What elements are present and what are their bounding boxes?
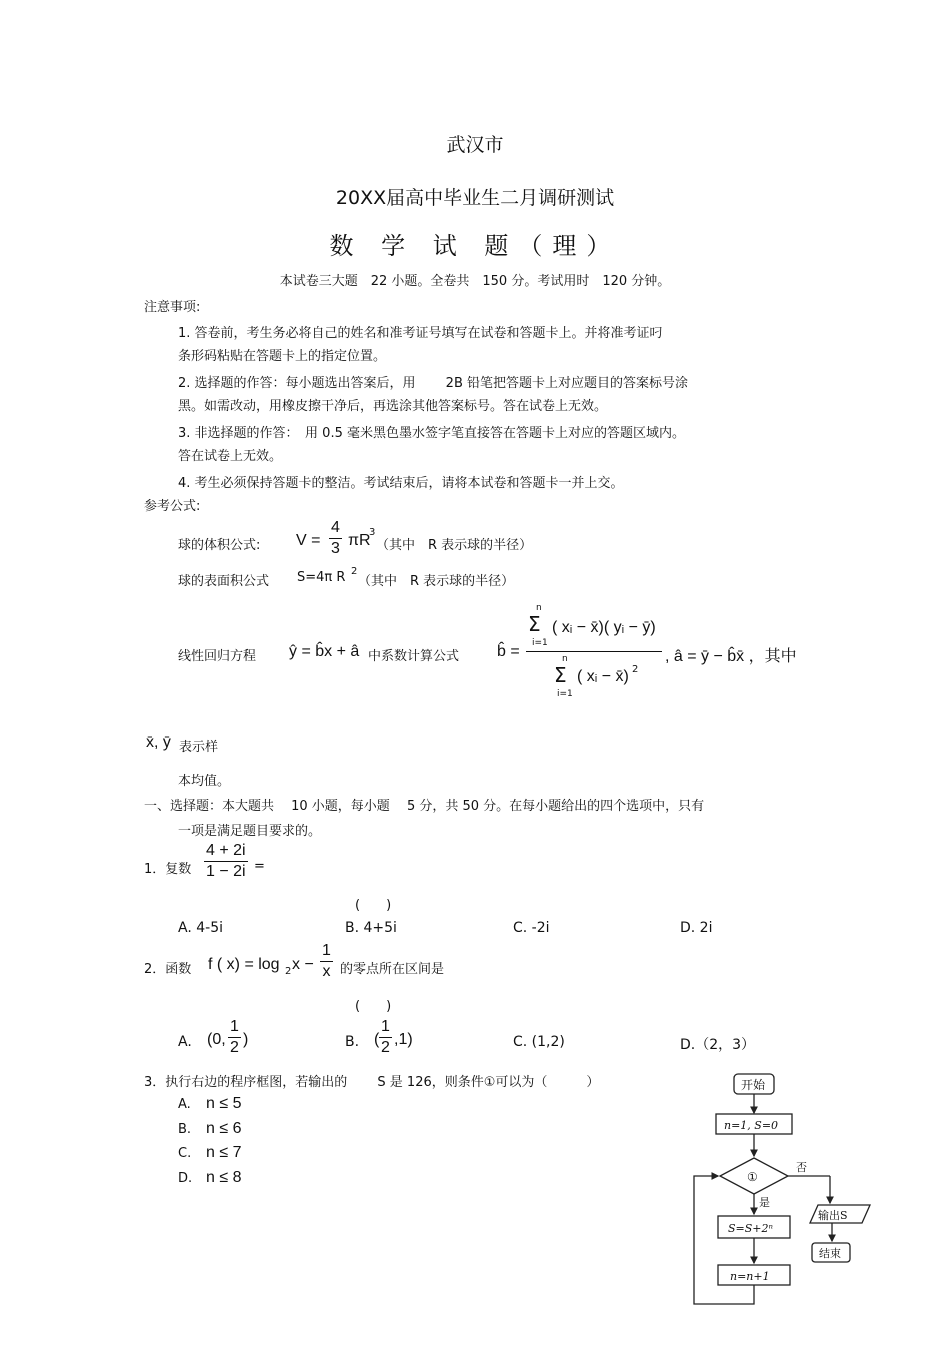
regression-equation: ŷ = b̂x + â <box>289 643 360 660</box>
fraction-denominator: 1 − 2i <box>206 863 246 880</box>
q2-option-b-pre: ( <box>374 1031 380 1048</box>
section1-title: 一、选择题：本大题共 10 小题，每小题 5 分，共 50 分。在每小题给出的四个选项中，只有 <box>144 799 705 814</box>
sphere-volume-note: （其中 R 表示球的半径） <box>376 538 533 553</box>
denominator-exponent: 2 <box>632 664 639 675</box>
fraction-denominator: 3 <box>331 540 340 557</box>
note-3-line1: 3. 非选择题的作答： 用 0.5 毫米黑色墨水签字笔直接答在答题卡上对应的答题区域内。 <box>178 426 685 441</box>
note-3-line2: 答在试卷上无效。 <box>178 449 283 464</box>
numerator-sum-symbol: Σ <box>528 612 541 636</box>
q3-option-d-label: D. <box>178 1171 193 1186</box>
flow-no-label: 否 <box>796 1161 807 1174</box>
q3-text: 3．执行右边的程序框图，若输出的 S 是 126，则条件①可以为（ ） <box>144 1075 600 1090</box>
note-2-line2: 黑。如需改动，用橡皮擦干净后，再选涂其他答案标号。答在试卷上无效。 <box>178 399 608 414</box>
q3-option-a-label: A. <box>178 1097 191 1112</box>
flow-init-label: n=1, S=0 <box>724 1119 779 1132</box>
q1-option-a: A. 4-5i <box>178 920 223 936</box>
mean-text: 本均值。 <box>178 774 231 789</box>
q1-fraction <box>204 842 248 881</box>
q2-option-d: D.（2，3） <box>680 1037 756 1053</box>
q3-option-c-label: C. <box>178 1146 192 1161</box>
sphere-volume-exponent: 3 <box>369 527 376 538</box>
sphere-volume-label: 球的体积公式: <box>178 538 261 553</box>
city-title: 武汉市 <box>446 134 504 156</box>
a-hat-formula: , â = ȳ − b̂x̄ ，其中 <box>665 648 797 665</box>
regression-mid-text: 中系数计算公式 <box>368 649 460 664</box>
xy-text: 表示样 <box>179 740 219 755</box>
denominator-sum-top: n <box>562 654 568 664</box>
fraction-numerator: 4 <box>329 519 342 539</box>
q1-option-b: B. 4+5i <box>345 920 397 936</box>
sphere-volume-lhs: V = <box>296 532 321 549</box>
fraction-denominator: 2 <box>381 1039 390 1056</box>
note-1-line1: 1. 答卷前，考生务必将自己的姓名和准考证号填写在试卷和答题卡上。并将准考证叼 <box>178 326 663 341</box>
fraction-denominator: 2 <box>230 1039 239 1056</box>
numerator-sum-top: n <box>536 603 542 613</box>
note-1-line2: 条形码粘贴在答题卡上的指定位置。 <box>178 349 387 364</box>
fraction-numerator: 1 <box>228 1018 241 1038</box>
regression-label: 线性回归方程 <box>178 649 257 664</box>
fraction-bar <box>526 651 662 652</box>
q2-option-a-post: ) <box>243 1031 249 1048</box>
regression-numerator: ( xᵢ − x̄)( yᵢ − ȳ) <box>552 619 656 636</box>
q2-answer-paren: ( ) <box>355 999 392 1014</box>
q3-option-d-expr: n ≤ 8 <box>206 1169 242 1186</box>
q2-option-a-pre: (0, <box>207 1031 226 1048</box>
sphere-volume-rhs: πR <box>348 532 371 549</box>
flow-start-label: 开始 <box>741 1078 766 1092</box>
flow-end-label: 结束 <box>819 1247 841 1260</box>
q3-option-b-expr: n ≤ 6 <box>206 1120 242 1137</box>
sphere-area-note: （其中 R 表示球的半径） <box>358 574 515 589</box>
flow-update-s-label: S=S+2ⁿ <box>728 1222 773 1235</box>
q2-log-base: 2 <box>285 966 292 977</box>
b-hat-lhs: b̂ = <box>497 643 520 660</box>
exam-title: 20XX届高中毕业生二月调研测试 <box>335 187 615 209</box>
q2-option-c: C. (1,2) <box>513 1034 565 1050</box>
q1-option-c: C. -2i <box>513 920 550 936</box>
fraction-numerator: 4 + 2i <box>204 842 248 862</box>
notes-title: 注意事项: <box>144 300 201 315</box>
q1-option-d: D. 2i <box>680 920 713 936</box>
regression-denominator: ( xᵢ − x̄) <box>577 668 629 685</box>
flow-update-n-label: n=n+1 <box>730 1270 770 1283</box>
q2-option-b-fraction <box>379 1018 392 1057</box>
q2-option-a-label: A. <box>178 1034 192 1050</box>
sphere-area-expr: S=4π R <box>297 570 346 585</box>
flow-condition-label: ① <box>747 1170 758 1184</box>
exam-intro: 本试卷三大题 22 小题。全卷共 150 分。考试用时 120 分钟。 <box>279 274 671 289</box>
q1-equals: = <box>254 859 265 874</box>
flow-yes-label: 是 <box>759 1196 770 1209</box>
denominator-sum-bottom: i=1 <box>557 689 573 699</box>
note-4-line1: 4. 考生必须保持答题卡的整洁。考试结束后，请将本试卷和答题卡一并上交。 <box>178 476 624 491</box>
denominator-sum-symbol: Σ <box>554 663 567 687</box>
q3-option-c-expr: n ≤ 7 <box>206 1144 242 1161</box>
xy-bar: x̄, ȳ <box>146 734 171 751</box>
flow-output-label: 输出S <box>818 1209 848 1222</box>
sphere-area-exponent: 2 <box>351 566 358 577</box>
q2-fraction <box>320 942 333 981</box>
note-2-line1: 2. 选择题的作答：每小题选出答案后，用 2B 铅笔把答题卡上对应题目的答案标号涂 <box>178 376 688 391</box>
q2-tail-text: 的零点所在区间是 <box>340 962 445 977</box>
q3-option-b-label: B. <box>178 1122 192 1137</box>
q2-option-a-fraction <box>228 1018 241 1057</box>
fraction-numerator: 1 <box>320 942 333 962</box>
q1-answer-paren: ( ) <box>355 898 392 913</box>
sphere-area-label: 球的表面积公式 <box>178 574 270 589</box>
program-flowchart <box>680 1068 880 1313</box>
q2-expression-tail: x − <box>292 956 314 973</box>
q2-label: 2．函数 <box>144 962 192 977</box>
numerator-sum-bottom: i=1 <box>532 638 548 648</box>
q3-option-a-expr: n ≤ 5 <box>206 1095 242 1112</box>
fraction-denominator: x <box>322 963 331 980</box>
section1-title-cont: 一项是满足题目要求的。 <box>178 824 322 839</box>
fraction-numerator: 1 <box>379 1018 392 1038</box>
sphere-volume-fraction <box>329 519 342 558</box>
formulas-title: 参考公式: <box>144 499 201 514</box>
q2-option-b-post: ,1) <box>394 1031 413 1048</box>
q1-label: 1．复数 <box>144 862 192 877</box>
q2-expression: f ( x) = log <box>208 956 280 973</box>
q2-option-b-label: B. <box>345 1034 360 1050</box>
subject-title: 数 学 试 题（理） <box>329 232 621 260</box>
